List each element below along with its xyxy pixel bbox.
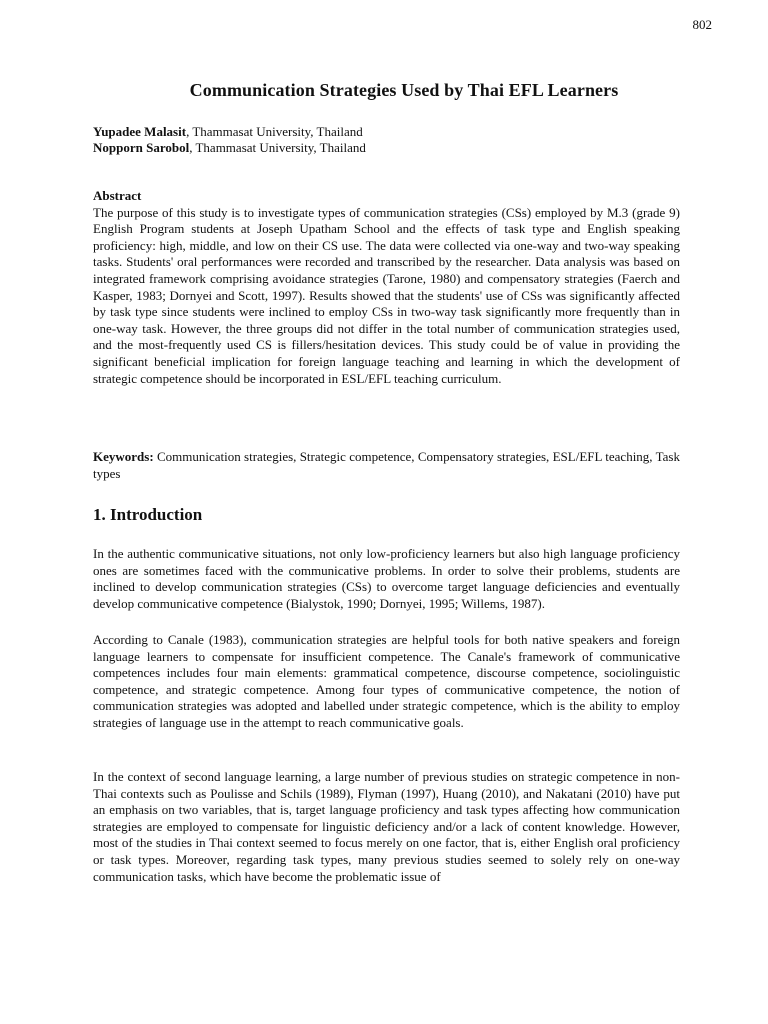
author-entry (93, 140, 366, 156)
keywords-text: Communication strategies, Strategic competence, Compensatory strategies, ESL/EFL teaching, Task types (93, 449, 680, 481)
author-name: Nopporn Sarobol (93, 140, 190, 155)
paragraph-text: In the context of second language learning, a large number of previous studies on strategic competence in non-Thai contexts such as Poulisse and Schils (1989), Flyman (1997), Huang (2010), and Nakatani (2010) have put an emphasis on two variables, that is, target language proficiency and task types affecting how communication strategies are employed to compensate for linguistic deficiency and/or a lack of content knowledge. However, most of the studies in Thai context seemed to focus merely on one factor, that is, either English oral proficiency or task types. Moreover, regarding task types, many previous studies seemed to solely rely on one-way communication tasks, which have become the problematic issue of (93, 769, 680, 884)
page-number: 802 (692, 17, 712, 32)
author-list (93, 124, 366, 156)
introduction-paragraph (93, 546, 680, 612)
author-affiliation: , Thammasat University, Thailand (186, 124, 363, 139)
author-name: Yupadee Malasit (93, 124, 187, 139)
keywords-label: Keywords: (93, 449, 154, 464)
abstract-section (93, 188, 680, 387)
abstract-text: The purpose of this study is to investigate types of communication strategies (CSs) employed by M.3 (grade 9) English Program students at Joseph Upatham School and the effects of task type and English speaking proficiency: high, middle, and low on their CS use. The data were collected via one-way and two-way speaking tasks. Students' oral performances were recorded and transcribed by the researcher. Data analysis was based on integrated framework comprising avoidance strategies (Tarone, 1980) and compensatory strategies (Faerch and Kasper, 1983; Dornyei and Scott, 1997). Results showed that the students' use of CSs was significantly affected by task type since students were inclined to employ CSs in two-way task significantly more frequently than in one-way task. However, the three groups did not differ in the total number of communication strategies used, and the most-frequently used CS is fillers/hesitation devices. This study could be of value in providing the significant beneficial implication for foreign language teaching and learning in which the development of strategic competence should be incorporated in ESL/EFL teaching curriculum. (93, 204, 680, 386)
author-affiliation: , Thammasat University, Thailand (189, 140, 366, 155)
introduction-heading: 1. Introduction (93, 505, 203, 524)
introduction-paragraph (93, 632, 680, 732)
introduction-paragraph (93, 769, 680, 885)
keywords-section (93, 449, 680, 482)
paragraph-text: According to Canale (1983), communication strategies are helpful tools for both native speakers and foreign language learners to compensate for insufficient competence. The Canale's framework of communicative competences includes four main elements: grammatical competence, discourse competence, sociolinguistic competence, and strategic competence. Among four types of communicative competence, the notion of communication strategies was adopted and labelled under strategic competence, which is the ability to employ strategies of language use in the attempt to reach communicative goals. (93, 632, 680, 730)
paragraph-text: In the authentic communicative situations, not only low-proficiency learners but also high language proficiency ones are sometimes faced with the communicative problems. In order to solve their problems, students are inclined to develop communication strategies (CSs) to overcome target language deficiencies and eventually develop communicative competence (Bialystok, 1990; Dornyei, 1995; Willems, 1987). (93, 546, 680, 611)
paper-title: Communication Strategies Used by Thai EFL Learners (189, 80, 619, 100)
abstract-heading: Abstract (93, 188, 142, 203)
author-entry (93, 124, 366, 140)
